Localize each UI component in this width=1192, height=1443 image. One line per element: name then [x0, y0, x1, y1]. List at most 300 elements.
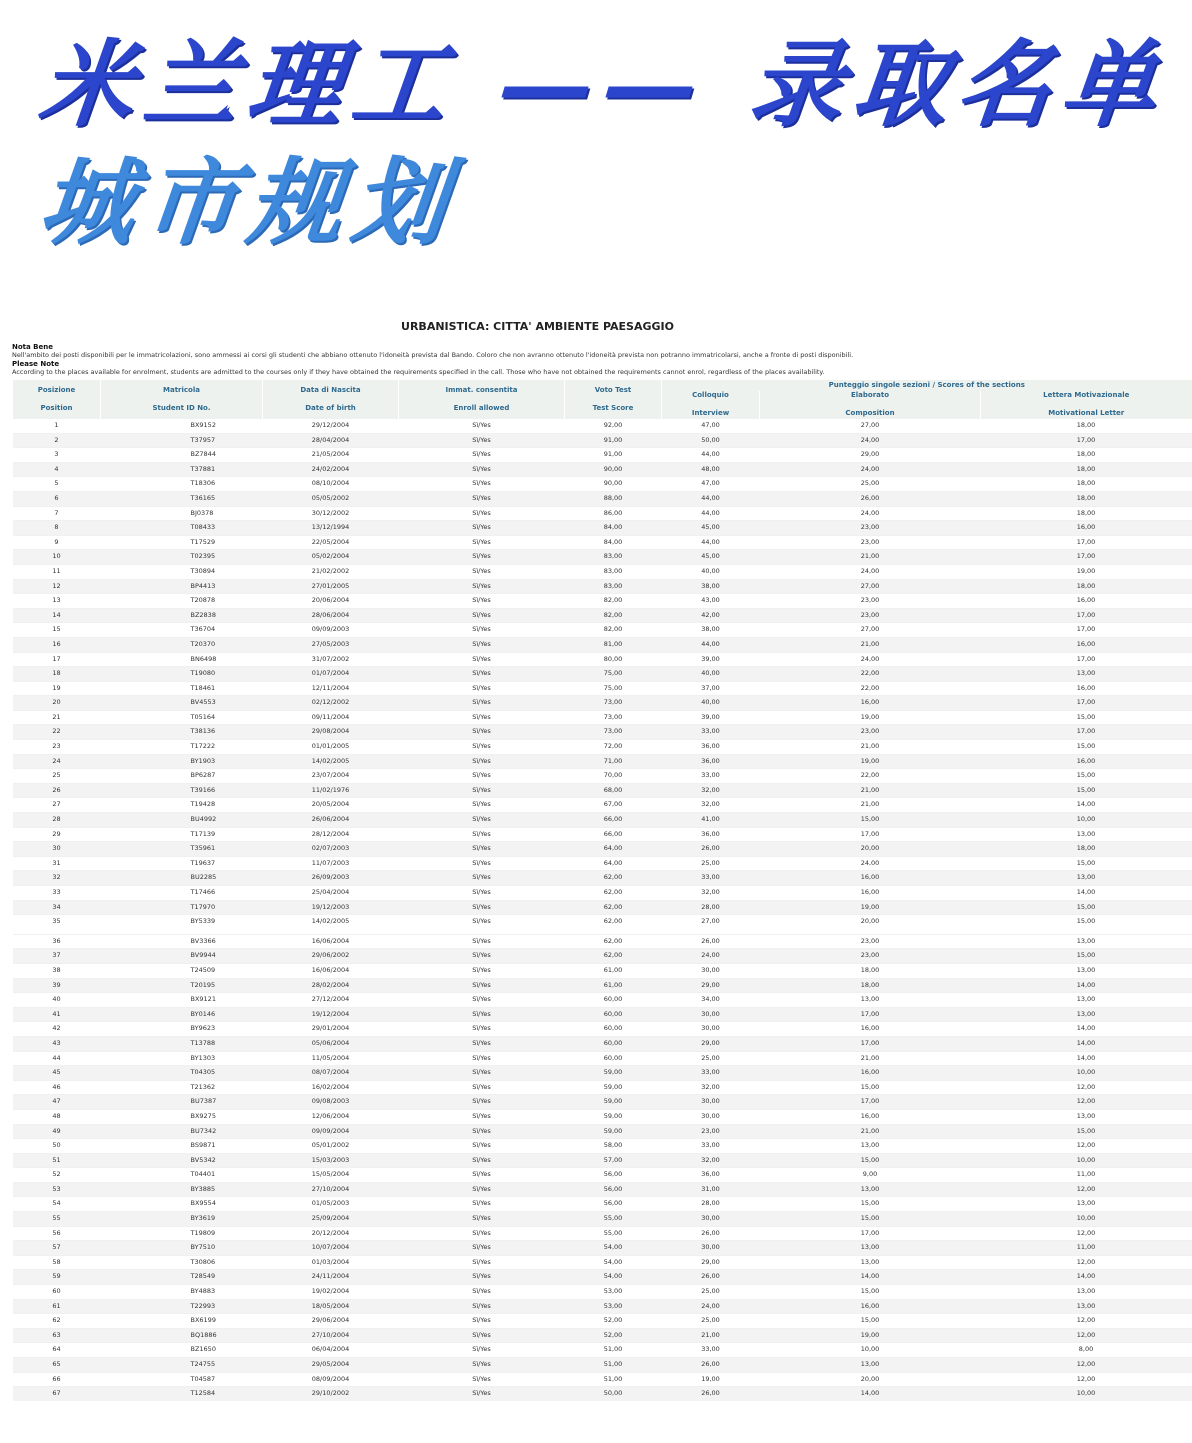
cell-interview: 32,00	[662, 886, 760, 901]
cell-enroll-allowed: Sì/Yes	[399, 963, 565, 978]
table-row	[13, 1036, 1192, 1051]
cell-birth-date: 28/04/2004	[263, 433, 399, 448]
cell-student-id: BV9944	[101, 949, 263, 964]
cell-enroll-allowed: Sì/Yes	[399, 1139, 565, 1154]
cell-enroll-allowed: Sì/Yes	[399, 1285, 565, 1300]
cell-motivational-letter: 18,00	[981, 506, 1192, 521]
cell-birth-date: 05/02/2004	[263, 550, 399, 565]
cell-test-score: 52,00	[565, 1314, 662, 1329]
cell-composition: 16,00	[760, 696, 981, 711]
table-row	[13, 1299, 1192, 1314]
cell-composition: 13,00	[760, 1139, 981, 1154]
table-row	[13, 696, 1192, 711]
cell-motivational-letter: 12,00	[981, 1095, 1192, 1110]
cell-enroll-allowed: Sì/Yes	[399, 1226, 565, 1241]
cell-motivational-letter: 12,00	[981, 1328, 1192, 1343]
table-row	[13, 1153, 1192, 1168]
cell-test-score: 55,00	[565, 1226, 662, 1241]
cell-motivational-letter: 16,00	[981, 594, 1192, 609]
cell-birth-date: 23/07/2004	[263, 769, 399, 784]
cell-test-score: 81,00	[565, 637, 662, 652]
cell-interview: 25,00	[662, 856, 760, 871]
table-row	[13, 667, 1192, 682]
cell-test-score: 62,00	[565, 871, 662, 886]
cell-interview: 44,00	[662, 491, 760, 506]
cell-enroll-allowed: Sì/Yes	[399, 1153, 565, 1168]
cell-student-id: T37957	[101, 433, 263, 448]
cell-composition: 24,00	[760, 433, 981, 448]
please-note-text: According to the places available for enrolment, students are admitted to the courses only if they have obtained the requirements specified in the call. Those who have not obtained the requirements cannot enrol, regardless of the places availability.	[12, 368, 825, 376]
cell-position: 40	[13, 993, 101, 1008]
cell-composition: 16,00	[760, 871, 981, 886]
cell-composition: 17,00	[760, 827, 981, 842]
cell-student-id: T19428	[101, 798, 263, 813]
cell-composition: 20,00	[760, 842, 981, 857]
cell-composition: 17,00	[760, 1095, 981, 1110]
table-row	[13, 521, 1192, 536]
cell-student-id: T17529	[101, 535, 263, 550]
cell-interview: 38,00	[662, 579, 760, 594]
cell-composition: 21,00	[760, 798, 981, 813]
cell-student-id: T04401	[101, 1168, 263, 1183]
cell-student-id: T24509	[101, 963, 263, 978]
table-row	[13, 550, 1192, 565]
table-row	[13, 886, 1192, 901]
table-row	[13, 993, 1192, 1008]
cell-student-id: BU4992	[101, 813, 263, 828]
cell-test-score: 73,00	[565, 710, 662, 725]
cell-motivational-letter: 13,00	[981, 1285, 1192, 1300]
cell-enroll-allowed: Sì/Yes	[399, 813, 565, 828]
cell-position: 16	[13, 637, 101, 652]
cell-position: 61	[13, 1299, 101, 1314]
cell-position: 6	[13, 491, 101, 506]
cell-interview: 47,00	[662, 419, 760, 434]
cell-composition: 23,00	[760, 949, 981, 964]
cell-birth-date: 26/09/2003	[263, 871, 399, 886]
cell-interview: 33,00	[662, 1343, 760, 1358]
cell-position: 54	[13, 1197, 101, 1212]
cell-test-score: 75,00	[565, 681, 662, 696]
cell-interview: 41,00	[662, 813, 760, 828]
cell-position: 31	[13, 856, 101, 871]
cell-test-score: 51,00	[565, 1343, 662, 1358]
cell-birth-date: 01/03/2004	[263, 1255, 399, 1270]
cell-motivational-letter: 15,00	[981, 949, 1192, 964]
cell-interview: 23,00	[662, 1124, 760, 1139]
table-row	[13, 754, 1192, 769]
cell-motivational-letter: 13,00	[981, 827, 1192, 842]
cell-position: 39	[13, 978, 101, 993]
cell-student-id: BP6287	[101, 769, 263, 784]
cell-interview: 30,00	[662, 1022, 760, 1037]
cell-composition: 17,00	[760, 1036, 981, 1051]
cell-birth-date: 05/06/2004	[263, 1036, 399, 1051]
cell-test-score: 60,00	[565, 1007, 662, 1022]
cell-enroll-allowed: Sì/Yes	[399, 667, 565, 682]
cell-birth-date: 30/12/2002	[263, 506, 399, 521]
header-section-scores: Punteggio singole sezioni / Scores of the sections	[662, 380, 1192, 391]
cell-birth-date: 10/07/2004	[263, 1241, 399, 1256]
cell-student-id: BN6498	[101, 652, 263, 667]
cell-student-id: T17466	[101, 886, 263, 901]
cell-composition: 21,00	[760, 783, 981, 798]
cell-position: 49	[13, 1124, 101, 1139]
cell-interview: 26,00	[662, 1226, 760, 1241]
cell-motivational-letter: 14,00	[981, 1270, 1192, 1285]
cell-position: 36	[13, 934, 101, 949]
cell-motivational-letter: 15,00	[981, 740, 1192, 755]
cell-test-score: 62,00	[565, 900, 662, 915]
cell-test-score: 70,00	[565, 769, 662, 784]
header-enroll-allowed: Immat. consentita Enroll allowed	[399, 380, 565, 419]
table-row	[13, 1328, 1192, 1343]
table-row	[13, 1212, 1192, 1227]
table-row	[13, 623, 1192, 638]
table-row	[13, 1109, 1192, 1124]
cell-motivational-letter: 11,00	[981, 1168, 1192, 1183]
cell-enroll-allowed: Sì/Yes	[399, 1372, 565, 1387]
table-row	[13, 827, 1192, 842]
nota-bene-text: Nell'ambito dei posti disponibili per le immatricolazioni, sono ammessi ai corsi gli studenti che abbiano ottenuto l'idoneità prevista dal Bando. Coloro che non avranno ottenuto l'idoneità prevista non potranno immatricolarsi, anche a fronte di posti disponibili.	[12, 351, 854, 359]
cell-student-id: BV4553	[101, 696, 263, 711]
cell-motivational-letter: 13,00	[981, 963, 1192, 978]
cell-motivational-letter: 18,00	[981, 842, 1192, 857]
cell-enroll-allowed: Sì/Yes	[399, 725, 565, 740]
cell-motivational-letter: 14,00	[981, 1036, 1192, 1051]
cell-composition: 16,00	[760, 1109, 981, 1124]
cell-student-id: T24755	[101, 1358, 263, 1373]
cell-motivational-letter: 18,00	[981, 448, 1192, 463]
cell-student-id: T19809	[101, 1226, 263, 1241]
cell-motivational-letter: 16,00	[981, 521, 1192, 536]
cell-position: 11	[13, 564, 101, 579]
cell-student-id: T17139	[101, 827, 263, 842]
cell-test-score: 61,00	[565, 978, 662, 993]
cell-enroll-allowed: Sì/Yes	[399, 783, 565, 798]
cell-enroll-allowed: Sì/Yes	[399, 1036, 565, 1051]
table-row	[13, 871, 1192, 886]
cell-position: 41	[13, 1007, 101, 1022]
cell-test-score: 62,00	[565, 934, 662, 949]
cell-position: 28	[13, 813, 101, 828]
cell-interview: 30,00	[662, 1109, 760, 1124]
cell-birth-date: 05/01/2002	[263, 1139, 399, 1154]
cell-student-id: T39166	[101, 783, 263, 798]
cell-interview: 43,00	[662, 594, 760, 609]
cell-motivational-letter: 18,00	[981, 462, 1192, 477]
cell-motivational-letter: 12,00	[981, 1358, 1192, 1373]
cell-interview: 45,00	[662, 550, 760, 565]
cell-birth-date: 29/10/2002	[263, 1387, 399, 1401]
cell-test-score: 55,00	[565, 1212, 662, 1227]
cell-position: 19	[13, 681, 101, 696]
cell-student-id: T19637	[101, 856, 263, 871]
cell-interview: 19,00	[662, 1372, 760, 1387]
cell-enroll-allowed: Sì/Yes	[399, 579, 565, 594]
cell-enroll-allowed: Sì/Yes	[399, 1168, 565, 1183]
cell-birth-date: 06/04/2004	[263, 1343, 399, 1358]
table-row	[13, 934, 1192, 949]
cell-enroll-allowed: Sì/Yes	[399, 754, 565, 769]
cell-composition: 15,00	[760, 1314, 981, 1329]
cell-position: 23	[13, 740, 101, 755]
cell-student-id: T05164	[101, 710, 263, 725]
cell-interview: 36,00	[662, 740, 760, 755]
cell-test-score: 54,00	[565, 1255, 662, 1270]
cell-position: 3	[13, 448, 101, 463]
cell-composition: 13,00	[760, 993, 981, 1008]
cell-interview: 26,00	[662, 1358, 760, 1373]
cell-enroll-allowed: Sì/Yes	[399, 1212, 565, 1227]
cell-enroll-allowed: Sì/Yes	[399, 993, 565, 1008]
table-row	[13, 842, 1192, 857]
cell-motivational-letter: 14,00	[981, 798, 1192, 813]
cell-birth-date: 11/05/2004	[263, 1051, 399, 1066]
cell-birth-date: 09/09/2003	[263, 623, 399, 638]
cell-motivational-letter: 12,00	[981, 1139, 1192, 1154]
cell-composition: 17,00	[760, 1226, 981, 1241]
cell-position: 8	[13, 521, 101, 536]
table-row	[13, 1226, 1192, 1241]
cell-enroll-allowed: Sì/Yes	[399, 1328, 565, 1343]
cell-interview: 29,00	[662, 1036, 760, 1051]
table-row	[13, 1343, 1192, 1358]
table-row	[13, 1285, 1192, 1300]
cell-interview: 32,00	[662, 1080, 760, 1095]
cell-motivational-letter: 17,00	[981, 608, 1192, 623]
cell-enroll-allowed: Sì/Yes	[399, 827, 565, 842]
table-row	[13, 1051, 1192, 1066]
cell-test-score: 53,00	[565, 1299, 662, 1314]
ranking-table	[12, 380, 1192, 1401]
cell-birth-date: 16/06/2004	[263, 934, 399, 949]
cell-birth-date: 27/12/2004	[263, 993, 399, 1008]
cell-enroll-allowed: Sì/Yes	[399, 886, 565, 901]
cell-enroll-allowed: Sì/Yes	[399, 1270, 565, 1285]
cell-student-id: BY0146	[101, 1007, 263, 1022]
cell-interview: 48,00	[662, 462, 760, 477]
cell-student-id: BY5339	[101, 915, 263, 929]
cell-enroll-allowed: Sì/Yes	[399, 900, 565, 915]
cell-test-score: 52,00	[565, 1328, 662, 1343]
cell-enroll-allowed: Sì/Yes	[399, 623, 565, 638]
cell-composition: 23,00	[760, 725, 981, 740]
cell-birth-date: 24/11/2004	[263, 1270, 399, 1285]
table-row	[13, 1168, 1192, 1183]
cell-interview: 44,00	[662, 506, 760, 521]
table-row	[13, 506, 1192, 521]
table-row	[13, 1270, 1192, 1285]
cell-composition: 26,00	[760, 491, 981, 506]
cell-position: 60	[13, 1285, 101, 1300]
cell-composition: 21,00	[760, 740, 981, 755]
header-motivational-letter: Lettera Motivazionale Motivational Letter	[981, 391, 1192, 419]
cell-birth-date: 29/06/2002	[263, 949, 399, 964]
cell-motivational-letter: 11,00	[981, 1241, 1192, 1256]
cell-position: 20	[13, 696, 101, 711]
cell-test-score: 90,00	[565, 477, 662, 492]
cell-enroll-allowed: Sì/Yes	[399, 652, 565, 667]
cell-position: 24	[13, 754, 101, 769]
header-position: Posizione Position	[13, 380, 101, 419]
cell-motivational-letter: 15,00	[981, 1124, 1192, 1139]
cell-birth-date: 20/12/2004	[263, 1226, 399, 1241]
cell-birth-date: 19/12/2003	[263, 900, 399, 915]
cell-motivational-letter: 14,00	[981, 1051, 1192, 1066]
cell-position: 43	[13, 1036, 101, 1051]
cell-student-id: BY9623	[101, 1022, 263, 1037]
cell-test-score: 62,00	[565, 915, 662, 929]
cell-enroll-allowed: Sì/Yes	[399, 1358, 565, 1373]
cell-position: 35	[13, 915, 101, 929]
cell-enroll-allowed: Sì/Yes	[399, 550, 565, 565]
cell-composition: 16,00	[760, 886, 981, 901]
header-student-id: Matricola Student ID No.	[101, 380, 263, 419]
cell-position: 27	[13, 798, 101, 813]
cell-enroll-allowed: Sì/Yes	[399, 448, 565, 463]
cell-student-id: BY1903	[101, 754, 263, 769]
cell-birth-date: 19/02/2004	[263, 1285, 399, 1300]
cell-composition: 27,00	[760, 623, 981, 638]
cell-enroll-allowed: Sì/Yes	[399, 1343, 565, 1358]
cell-test-score: 71,00	[565, 754, 662, 769]
cell-student-id: BV3366	[101, 934, 263, 949]
cell-enroll-allowed: Sì/Yes	[399, 1197, 565, 1212]
cell-student-id: BQ1886	[101, 1328, 263, 1343]
table-row	[13, 1372, 1192, 1387]
cell-position: 29	[13, 827, 101, 842]
cell-position: 55	[13, 1212, 101, 1227]
table-row	[13, 1197, 1192, 1212]
cell-enroll-allowed: Sì/Yes	[399, 1387, 565, 1401]
cell-interview: 47,00	[662, 477, 760, 492]
cell-test-score: 59,00	[565, 1095, 662, 1110]
cell-composition: 19,00	[760, 1328, 981, 1343]
hero-title: 米兰理工 —— 录取名单	[34, 30, 1172, 140]
hero-banner	[34, 30, 1172, 258]
table-row	[13, 564, 1192, 579]
cell-motivational-letter: 12,00	[981, 1080, 1192, 1095]
cell-interview: 38,00	[662, 623, 760, 638]
cell-interview: 31,00	[662, 1182, 760, 1197]
cell-student-id: BU7387	[101, 1095, 263, 1110]
cell-birth-date: 29/01/2004	[263, 1022, 399, 1037]
cell-composition: 15,00	[760, 1212, 981, 1227]
table-row	[13, 1007, 1192, 1022]
cell-student-id: T19080	[101, 667, 263, 682]
cell-test-score: 90,00	[565, 462, 662, 477]
cell-birth-date: 18/05/2004	[263, 1299, 399, 1314]
cell-test-score: 51,00	[565, 1358, 662, 1373]
cell-birth-date: 08/07/2004	[263, 1066, 399, 1081]
table-row	[13, 710, 1192, 725]
cell-test-score: 62,00	[565, 949, 662, 964]
cell-student-id: BU2285	[101, 871, 263, 886]
cell-motivational-letter: 13,00	[981, 1007, 1192, 1022]
table-row	[13, 798, 1192, 813]
cell-birth-date: 08/10/2004	[263, 477, 399, 492]
cell-interview: 26,00	[662, 842, 760, 857]
cell-birth-date: 01/01/2005	[263, 740, 399, 755]
table-header	[13, 380, 1192, 419]
cell-student-id: T28549	[101, 1270, 263, 1285]
cell-student-id: BY3619	[101, 1212, 263, 1227]
cell-composition: 18,00	[760, 963, 981, 978]
cell-interview: 32,00	[662, 798, 760, 813]
cell-motivational-letter: 13,00	[981, 993, 1192, 1008]
cell-enroll-allowed: Sì/Yes	[399, 1255, 565, 1270]
cell-test-score: 57,00	[565, 1153, 662, 1168]
cell-interview: 25,00	[662, 1314, 760, 1329]
header-birth-date: Data di Nascita Date of birth	[263, 380, 399, 419]
cell-position: 4	[13, 462, 101, 477]
cell-position: 48	[13, 1109, 101, 1124]
table-row	[13, 1241, 1192, 1256]
cell-student-id: T36165	[101, 491, 263, 506]
cell-position: 9	[13, 535, 101, 550]
table-row	[13, 433, 1192, 448]
cell-motivational-letter: 15,00	[981, 900, 1192, 915]
cell-position: 57	[13, 1241, 101, 1256]
cell-student-id: T35961	[101, 842, 263, 857]
cell-birth-date: 19/12/2004	[263, 1007, 399, 1022]
cell-composition: 16,00	[760, 1066, 981, 1081]
cell-birth-date: 02/12/2002	[263, 696, 399, 711]
table-row	[13, 915, 1192, 929]
table-row	[13, 652, 1192, 667]
table-row	[13, 1314, 1192, 1329]
cell-motivational-letter: 12,00	[981, 1372, 1192, 1387]
cell-enroll-allowed: Sì/Yes	[399, 462, 565, 477]
cell-student-id: BP4413	[101, 579, 263, 594]
cell-position: 66	[13, 1372, 101, 1387]
cell-position: 13	[13, 594, 101, 609]
cell-interview: 29,00	[662, 978, 760, 993]
cell-student-id: BZ1650	[101, 1343, 263, 1358]
cell-student-id: BX9152	[101, 419, 263, 434]
cell-position: 50	[13, 1139, 101, 1154]
cell-interview: 39,00	[662, 710, 760, 725]
cell-birth-date: 25/09/2004	[263, 1212, 399, 1227]
cell-position: 46	[13, 1080, 101, 1095]
cell-enroll-allowed: Sì/Yes	[399, 1022, 565, 1037]
cell-test-score: 91,00	[565, 433, 662, 448]
cell-test-score: 73,00	[565, 696, 662, 711]
cell-interview: 27,00	[662, 915, 760, 929]
cell-position: 45	[13, 1066, 101, 1081]
cell-test-score: 67,00	[565, 798, 662, 813]
header-test-score: Voto Test Test Score	[565, 380, 662, 419]
cell-motivational-letter: 12,00	[981, 1314, 1192, 1329]
table-row	[13, 419, 1192, 434]
cell-motivational-letter: 16,00	[981, 754, 1192, 769]
cell-student-id: BY7510	[101, 1241, 263, 1256]
cell-position: 26	[13, 783, 101, 798]
table-row	[13, 1080, 1192, 1095]
cell-test-score: 92,00	[565, 419, 662, 434]
cell-birth-date: 05/05/2002	[263, 491, 399, 506]
cell-composition: 15,00	[760, 813, 981, 828]
cell-interview: 40,00	[662, 667, 760, 682]
table-row	[13, 900, 1192, 915]
cell-position: 1	[13, 419, 101, 434]
cell-position: 15	[13, 623, 101, 638]
cell-position: 63	[13, 1328, 101, 1343]
cell-student-id: T20878	[101, 594, 263, 609]
cell-motivational-letter: 18,00	[981, 419, 1192, 434]
cell-interview: 26,00	[662, 1387, 760, 1401]
